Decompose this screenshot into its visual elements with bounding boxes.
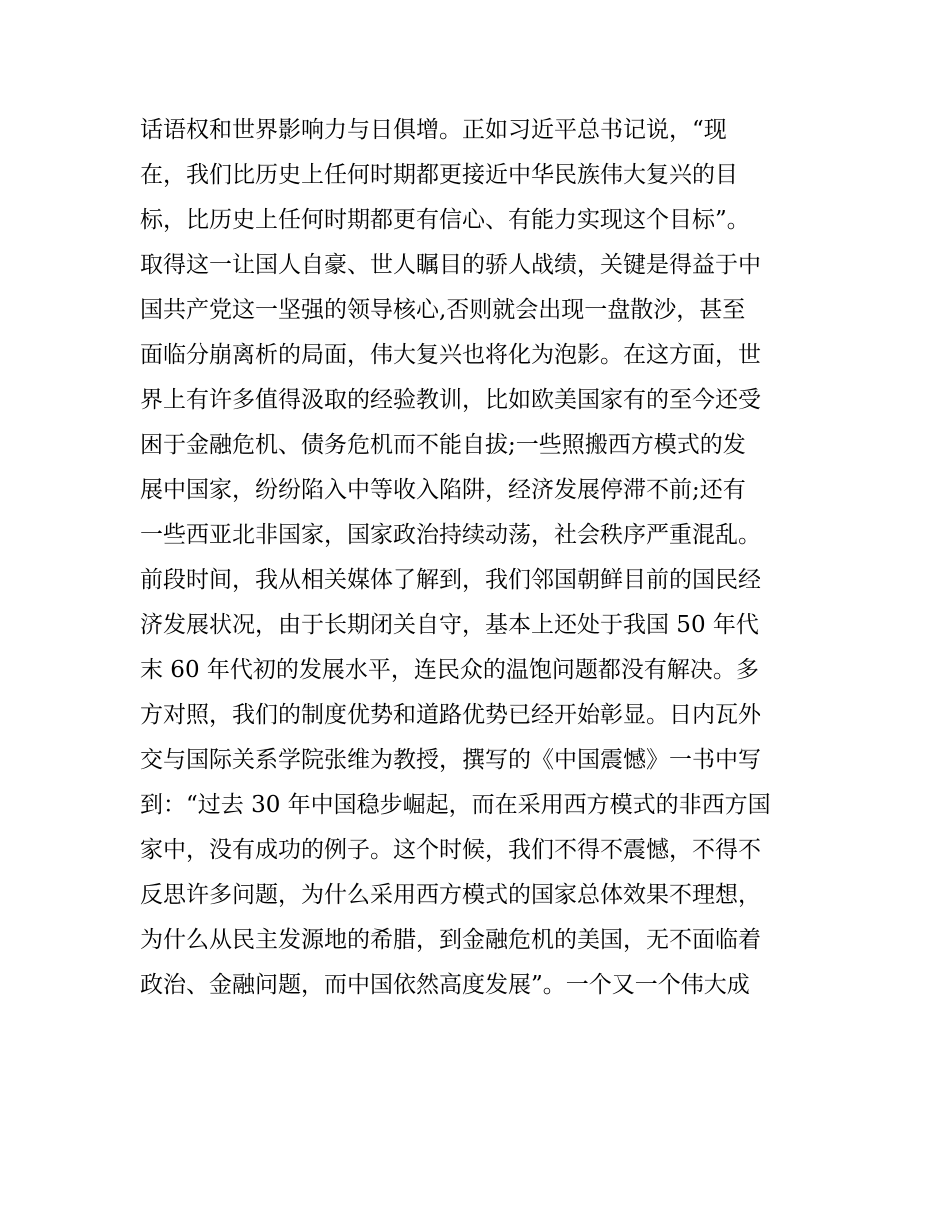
- text-line: 济发展状况，由于长期闭关自守，基本上还处于我国 50 年代: [140, 612, 759, 638]
- text-line: 展中国家，纷纷陷入中等收入陷阱，经济发展停滞不前;还有: [140, 477, 746, 503]
- text-line: 困于金融危机、债务危机而不能自拔;一些照搬西方模式的发: [140, 432, 746, 458]
- text-line: 政治、金融问题，而中国依然高度发展”。一个又一个伟大成: [140, 972, 750, 998]
- text-line: 标，比历史上任何时期都更有信心、有能力实现这个目标”。: [140, 207, 750, 233]
- text-line: 交与国际关系学院张维为教授，撰写的《中国震憾》一书中写: [140, 747, 761, 773]
- text-line: 面临分崩离析的局面，伟大复兴也将化为泡影。在这方面，世: [140, 342, 761, 368]
- text-line: 为什么从民主发源地的希腊，到金融危机的美国，无不面临着: [140, 927, 761, 953]
- text-line: 取得这一让国人自豪、世人瞩目的骄人战绩，关键是得益于中: [140, 252, 761, 278]
- body-text: [140, 108, 830, 1008]
- text-line: 末 60 年代初的发展水平，连民众的温饱问题都没有解决。多: [140, 657, 759, 683]
- text-line: 方对照，我们的制度优势和道路优势已经开始彰显。日内瓦外: [140, 702, 761, 728]
- text-line: 在，我们比历史上任何时期都更接近中华民族伟大复兴的目: [140, 162, 738, 188]
- text-line: 话语权和世界影响力与日俱增。正如习近平总书记说，“现: [140, 117, 727, 143]
- text-line: 前段时间，我从相关媒体了解到，我们邻国朝鲜目前的国民经: [140, 567, 761, 593]
- text-line: 一些西亚北非国家，国家政治持续动荡，社会秩序严重混乱。: [140, 522, 761, 548]
- text-line: 界上有许多值得汲取的经验教训，比如欧美国家有的至今还受: [140, 387, 761, 413]
- text-line: 家中，没有成功的例子。这个时候，我们不得不震憾，不得不: [140, 837, 761, 863]
- text-line: 到：“过去 30 年中国稳步崛起，而在采用西方模式的非西方国: [140, 792, 771, 818]
- text-line: 国共产党这一坚强的领导核心,否则就会出现一盘散沙，甚至: [140, 297, 746, 323]
- text-line: 反思许多问题，为什么采用西方模式的国家总体效果不理想，: [140, 882, 761, 908]
